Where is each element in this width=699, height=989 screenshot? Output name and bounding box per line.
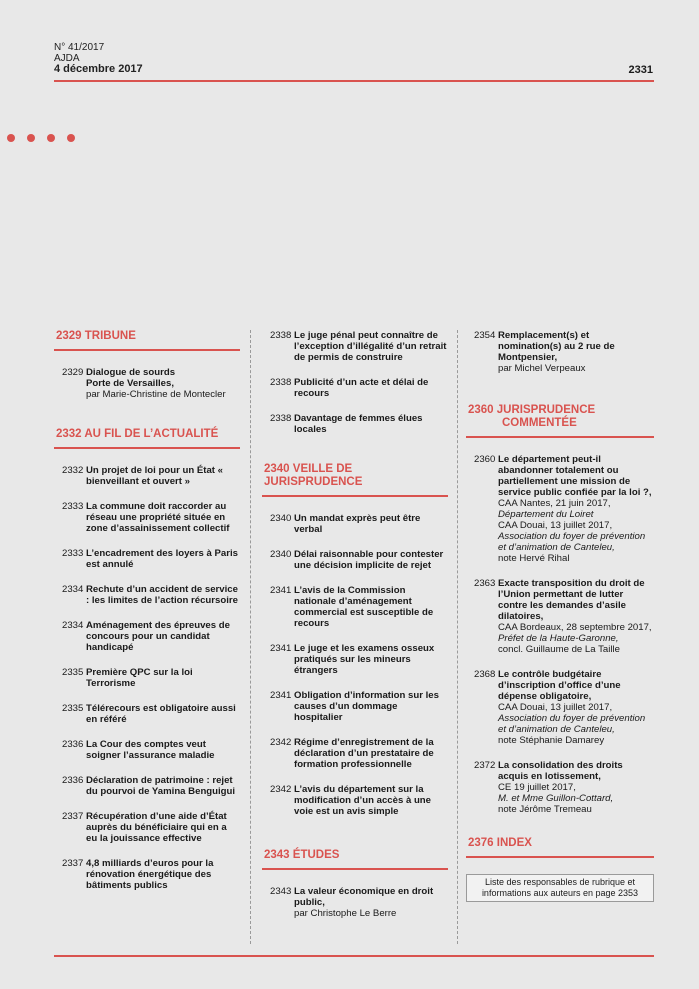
toc-entry[interactable] (54, 501, 240, 534)
entry-page: 2336 (62, 775, 84, 786)
entry-note: concl. Guillaume de La Taille (498, 644, 620, 655)
entry-title: L’avis du département sur la modification d’un accès à une voie est un avis simple (294, 784, 432, 817)
entry-page: 2334 (62, 620, 84, 631)
section-title-veille: 2340 VEILLE DE JURISPRUDENCE (262, 463, 448, 497)
entry-page: 2337 (62, 811, 84, 822)
entry-title: Le juge et les examens osseux pratiqués sur les mineurs étrangers (294, 643, 435, 676)
decorative-dots (7, 134, 75, 142)
entry-title: La Cour des comptes veut soigner l’assurance maladie (86, 739, 215, 761)
section-title-index: 2376 INDEX (466, 837, 654, 858)
entry-page: 2337 (62, 858, 84, 869)
entry-page: 2335 (62, 703, 84, 714)
entry-page: 2329 (62, 367, 84, 378)
section-title-line: 2360 JURISPRUDENCE (468, 404, 596, 416)
entry-title: Remplacement(s) et nomination(s) au 2 rue de Montpensier, (498, 330, 615, 363)
toc-entry[interactable] (466, 330, 654, 374)
toc-column-3 (466, 330, 654, 902)
entry-reference: CAA Bordeaux, 28 septembre 2017, (498, 622, 652, 633)
journal-name: AJDA (54, 53, 80, 64)
entry-page: 2334 (62, 584, 84, 595)
entry-party: Département du Loiret (498, 509, 594, 520)
toc-entry[interactable] (262, 643, 448, 676)
dot-icon (47, 134, 55, 142)
entry-title: Télérecours est obligatoire aussi en référé (86, 703, 236, 725)
entry-note: note Stéphanie Damarey (498, 735, 605, 746)
entry-page: 2333 (62, 501, 84, 512)
entry-title: Récupération d’une aide d’État auprès du bénéficiaire qui en a eu la jouissance effective (86, 811, 227, 844)
column-divider (250, 330, 251, 944)
dot-icon (27, 134, 35, 142)
entry-title: La consolidation des droits acquis en lotissement, (498, 760, 623, 782)
entry-title: Régime d’enregistrement de la déclaration d’un prestataire de formation professionnelle (294, 737, 434, 770)
toc-entry[interactable] (262, 784, 448, 817)
section-title-jurisprudence (466, 404, 654, 438)
entry-page: 2340 (270, 549, 292, 560)
toc-column-2 (262, 330, 448, 933)
entry-author: par Christophe Le Berre (294, 908, 397, 919)
entry-title: Aménagement des épreuves de concours pour un candidat handicapé (86, 620, 230, 653)
entry-page: 2338 (270, 330, 292, 341)
entry-title: Le contrôle budgétaire d’inscription d’office d’une dépense obligatoire, (498, 669, 621, 702)
entry-title: Première QPC sur la loi Terrorisme (86, 667, 193, 689)
entry-title: L’avis de la Commission nationale d’aménagement commercial est susceptible de recours (294, 585, 434, 629)
entry-author: par Marie-Christine de Montecler (86, 389, 226, 400)
entry-title: La commune doit raccorder au réseau une propriété située en zone d’assainissement collectif (86, 501, 230, 534)
entry-page: 2372 (474, 760, 496, 771)
entry-title: Davantage de femmes élues locales (294, 413, 423, 435)
toc-column-1 (54, 330, 240, 905)
toc-entry[interactable] (54, 367, 240, 400)
page-header (54, 42, 143, 75)
entry-reference: CAA Douai, 13 juillet 2017, (498, 702, 613, 713)
section-title-actualite: 2332 AU FIL DE L’ACTUALITÉ (54, 428, 240, 449)
toc-entry[interactable] (466, 578, 654, 655)
issue-date: 4 décembre 2017 (54, 63, 143, 75)
toc-entry[interactable] (262, 585, 448, 629)
entry-title: Délai raisonnable pour contester une décision implicite de rejet (294, 549, 444, 571)
entry-page: 2332 (62, 465, 84, 476)
entry-title: Dialogue de sourds (86, 367, 176, 378)
entry-title: Porte de Versailles, (86, 378, 174, 389)
header-rule (54, 80, 654, 82)
entry-title: Le département peut-il abandonner totalement ou partiellement une mission de service public confiée par la loi ?, (498, 454, 652, 498)
column-divider (457, 330, 458, 944)
toc-entry[interactable] (466, 760, 654, 815)
jurisprudence-list (466, 454, 654, 815)
toc-entry[interactable] (262, 330, 448, 363)
top-entries (262, 330, 448, 435)
toc-entry[interactable] (54, 667, 240, 689)
entry-title: Rechute d’un accident de service : les limites de l’action récursoire (86, 584, 238, 606)
entry-note: note Hervé Rihal (498, 553, 570, 564)
section-title-line: COMMENTÉE (502, 417, 577, 429)
entry-page: 2338 (270, 413, 292, 424)
toc-entry[interactable] (54, 548, 240, 570)
toc-entry[interactable] (54, 858, 240, 891)
index-info-box: Liste des responsables de rubrique et informations aux auteurs en page 2353 (466, 874, 654, 902)
entry-page: 2342 (270, 737, 292, 748)
section-title-tribune: 2329 TRIBUNE (54, 330, 240, 351)
dot-icon (67, 134, 75, 142)
section-title-etudes: 2343 ÉTUDES (262, 849, 448, 870)
entry-page: 2343 (270, 886, 292, 897)
toc-entry[interactable] (54, 465, 240, 487)
entry-page: 2354 (474, 330, 496, 341)
entry-party: Association du foyer de prévention et d’animation de Canteleu, (498, 531, 646, 553)
entry-page: 2338 (270, 377, 292, 388)
entry-party: Association du foyer de prévention et d’animation de Canteleu, (498, 713, 646, 735)
entry-title: Un mandat exprès peut être verbal (294, 513, 421, 535)
entry-page: 2360 (474, 454, 496, 465)
entry-title: L’encadrement des loyers à Paris est annulé (86, 548, 238, 570)
entry-page: 2333 (62, 548, 84, 559)
issue-number: N° 41/2017 (54, 42, 105, 53)
entry-page: 2342 (270, 784, 292, 795)
toc-entry[interactable] (262, 886, 448, 919)
actualite-list (54, 465, 240, 891)
toc-entry[interactable] (262, 549, 448, 571)
footer-rule (54, 955, 654, 957)
toc-entry[interactable] (262, 413, 448, 435)
entry-page: 2336 (62, 739, 84, 750)
entry-title: Obligation d’information sur les causes d’un dommage hospitalier (294, 690, 439, 723)
toc-entry[interactable] (466, 669, 654, 746)
toc-entry[interactable] (54, 620, 240, 653)
toc-entry[interactable] (262, 377, 448, 399)
entry-reference: CAA Douai, 13 juillet 2017, (498, 520, 613, 531)
entry-party: M. et Mme Guillon-Cottard, (498, 793, 614, 804)
entry-party: Préfet de la Haute-Garonne, (498, 633, 619, 644)
entry-page: 2363 (474, 578, 496, 589)
entry-title: 4,8 milliards d’euros pour la rénovation énergétique des bâtiments publics (86, 858, 214, 891)
entry-title: Exacte transposition du droit de l’Union permettant de lutter contre les demandes d’asile dilatoires, (498, 578, 645, 622)
toc-entry[interactable] (54, 584, 240, 606)
entry-title: Déclaration de patrimoine : rejet du pourvoi de Yamina Benguigui (86, 775, 236, 797)
entry-note: note Jérôme Tremeau (498, 804, 592, 815)
entry-page: 2335 (62, 667, 84, 678)
entry-title: La valeur économique en droit public, (294, 886, 434, 908)
toc-entry[interactable] (54, 775, 240, 797)
entry-reference: CAA Nantes, 21 juin 2017, (498, 498, 611, 509)
entry-page: 2341 (270, 585, 292, 596)
toc-entry[interactable] (262, 737, 448, 770)
toc-entry[interactable] (54, 703, 240, 725)
dot-icon (7, 134, 15, 142)
entry-page: 2341 (270, 690, 292, 701)
toc-entry[interactable] (54, 739, 240, 761)
toc-entry[interactable] (262, 513, 448, 535)
entry-page: 2341 (270, 643, 292, 654)
toc-entry[interactable] (54, 811, 240, 844)
entry-title: Un projet de loi pour un État « bienveillant et ouvert » (86, 465, 223, 487)
page-number: 2331 (628, 64, 653, 76)
veille-list (262, 513, 448, 817)
toc-entry[interactable] (262, 690, 448, 723)
entry-title: Publicité d’un acte et délai de recours (294, 377, 429, 399)
entry-author: par Michel Verpeaux (498, 363, 586, 374)
entry-reference: CE 19 juillet 2017, (498, 782, 576, 793)
entry-page: 2368 (474, 669, 496, 680)
entry-title: Le juge pénal peut connaître de l’exception d’illégalité d’un retrait de permis de construire (294, 330, 447, 363)
entry-page: 2340 (270, 513, 292, 524)
toc-entry[interactable] (466, 454, 654, 564)
